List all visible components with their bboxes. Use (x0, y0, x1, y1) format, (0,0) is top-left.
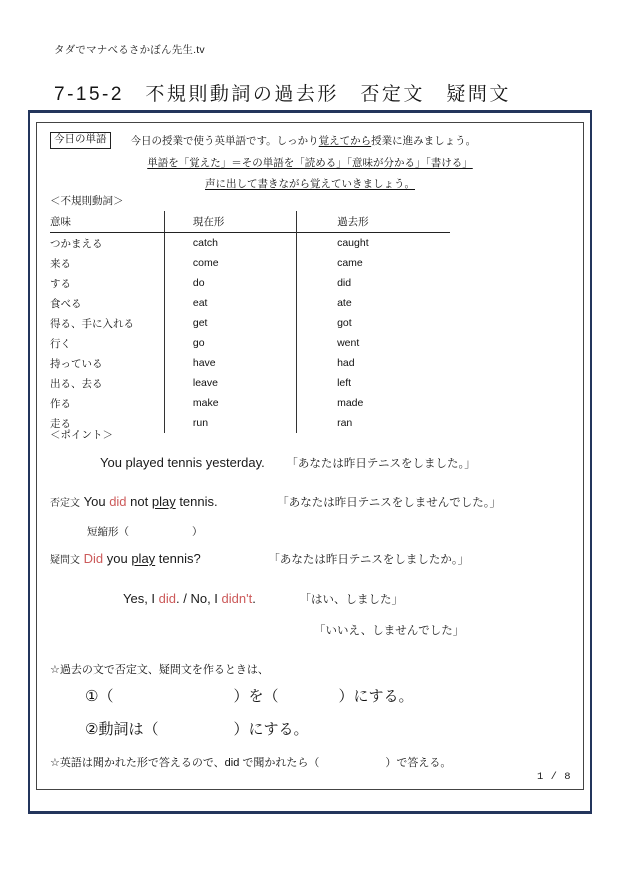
negative-label: 否定文 (50, 498, 80, 509)
cell-meaning: 来る (50, 257, 71, 270)
affirmative-gloss: 「あなたは昨日テニスをしました。」 (286, 458, 476, 470)
negative-eng-did: did (109, 494, 127, 509)
cell-past: went (297, 333, 450, 353)
question-eng-did: Did (83, 551, 104, 566)
cell-present: leave (164, 373, 296, 393)
table-row (50, 313, 450, 333)
cell-present: eat (164, 293, 296, 313)
cell-past: did (297, 273, 450, 293)
example-negative (50, 494, 501, 510)
table-row (50, 353, 450, 373)
question-eng-play: play (131, 551, 156, 566)
worksheet-content-box (36, 122, 584, 790)
question-eng-a: you (103, 551, 132, 566)
cell-present: do (164, 273, 296, 293)
cell-present: catch (164, 233, 296, 254)
rules-footer-note[interactable]: ☆英語は聞かれた形で答えるので、did で聞かれたら（ ）で答える。 (50, 757, 452, 769)
question-label: 疑問文 (50, 555, 80, 566)
intro-block (37, 132, 583, 191)
irregular-verbs-table (50, 211, 450, 433)
intro-line-1 (37, 132, 583, 149)
answer-yes-b: . / No, I (176, 591, 222, 606)
cell-present: have (164, 353, 296, 373)
example-affirmative (100, 455, 476, 471)
negative-eng-a: You (83, 494, 110, 509)
negative-eng-c: tennis. (175, 494, 218, 509)
question-gloss: 「あなたは昨日テニスをしましたか。」 (268, 554, 470, 566)
cell-past: got (297, 313, 450, 333)
column-header-past: 過去形 (297, 211, 450, 233)
answer-gloss-no: 「いいえ、しませんでした」 (314, 625, 465, 637)
cell-present: run (164, 413, 296, 433)
negative-eng-play: play (151, 494, 176, 509)
negative-gloss: 「あなたは昨日テニスをしませんでした。」 (277, 497, 502, 509)
cell-present: go (164, 333, 296, 353)
table-row (50, 233, 450, 254)
irregular-verbs-label: ＜不規則動詞＞ (50, 195, 124, 207)
table-row (50, 333, 450, 353)
cell-past: had (297, 353, 450, 373)
cell-past: left (297, 373, 450, 393)
cell-meaning: 走る (50, 417, 71, 430)
cell-meaning: 持っている (50, 357, 103, 370)
cell-meaning: 出る、去る (50, 377, 103, 390)
cell-meaning: する (50, 277, 71, 290)
page-number: 1 / 8 (536, 771, 571, 783)
todays-words-tag: 今日の単語 (50, 132, 111, 149)
cell-past: caught (297, 233, 450, 254)
affirmative-english: You played tennis yesterday. (100, 455, 265, 470)
table-row (50, 293, 450, 313)
cell-past: ate (297, 293, 450, 313)
verbs-table-body (50, 233, 450, 434)
cell-meaning: 行く (50, 337, 71, 350)
intro-line-3-text: 声に出して書きながら覚えていきましょう。 (205, 177, 415, 190)
question-eng-b: tennis? (155, 551, 201, 566)
answer-gloss-yes: 「はい、しました」 (299, 594, 403, 606)
intro-line-3 (37, 176, 583, 191)
cell-meaning: つかまえる (50, 237, 103, 250)
table-header-row (50, 211, 450, 233)
column-header-meaning: 意味 (50, 211, 164, 233)
intro-text-b: 授業に進みましょう。 (371, 134, 477, 147)
cell-meaning: 食べる (50, 297, 82, 310)
cell-present: make (164, 393, 296, 413)
cell-present: come (164, 253, 296, 273)
intro-line-2-text: 単語を「覚えた」＝その単語を「読める」「意味が分かる」「書ける」 (147, 156, 473, 169)
table-row (50, 373, 450, 393)
cell-past: made (297, 393, 450, 413)
answer-no-didnt: didn't (221, 591, 253, 606)
rule-item-2[interactable]: ②動詞は（ ）にする。 (85, 721, 309, 738)
rules-heading: ☆過去の文で否定文、疑問文を作るときは、 (50, 664, 269, 676)
intro-text-underlined: 覚えてから (318, 134, 372, 147)
example-question (50, 551, 469, 567)
cell-past: ran (297, 413, 450, 433)
page-title: 7-15-2 不規則動詞の過去形 否定文 疑問文 (54, 84, 511, 105)
intro-line-2 (37, 155, 583, 170)
cell-meaning: 得る、手に入れる (50, 317, 134, 330)
negative-eng-b: not (126, 494, 152, 509)
table-row (50, 393, 450, 413)
answer-no-b: . (252, 591, 256, 606)
column-header-present: 現在形 (164, 211, 296, 233)
example-answers (123, 591, 403, 607)
answer-yes-did: did (158, 591, 177, 606)
rule-item-1[interactable]: ①（ ）を（ ）にする。 (85, 688, 414, 705)
contraction-blank[interactable]: 短縮形（ ） (87, 526, 203, 538)
cell-meaning: 作る (50, 397, 71, 410)
answer-yes-a: Yes, I (123, 591, 159, 606)
table-row (50, 273, 450, 293)
table-row (50, 253, 450, 273)
point-section-label: ＜ポイント＞ (50, 429, 113, 441)
intro-text-a: 今日の授業で使う英単語です。しっかり (130, 134, 319, 147)
cell-past: came (297, 253, 450, 273)
brand-line: タダでマナべるさかぼん先生.tv (54, 44, 205, 56)
cell-present: get (164, 313, 296, 333)
